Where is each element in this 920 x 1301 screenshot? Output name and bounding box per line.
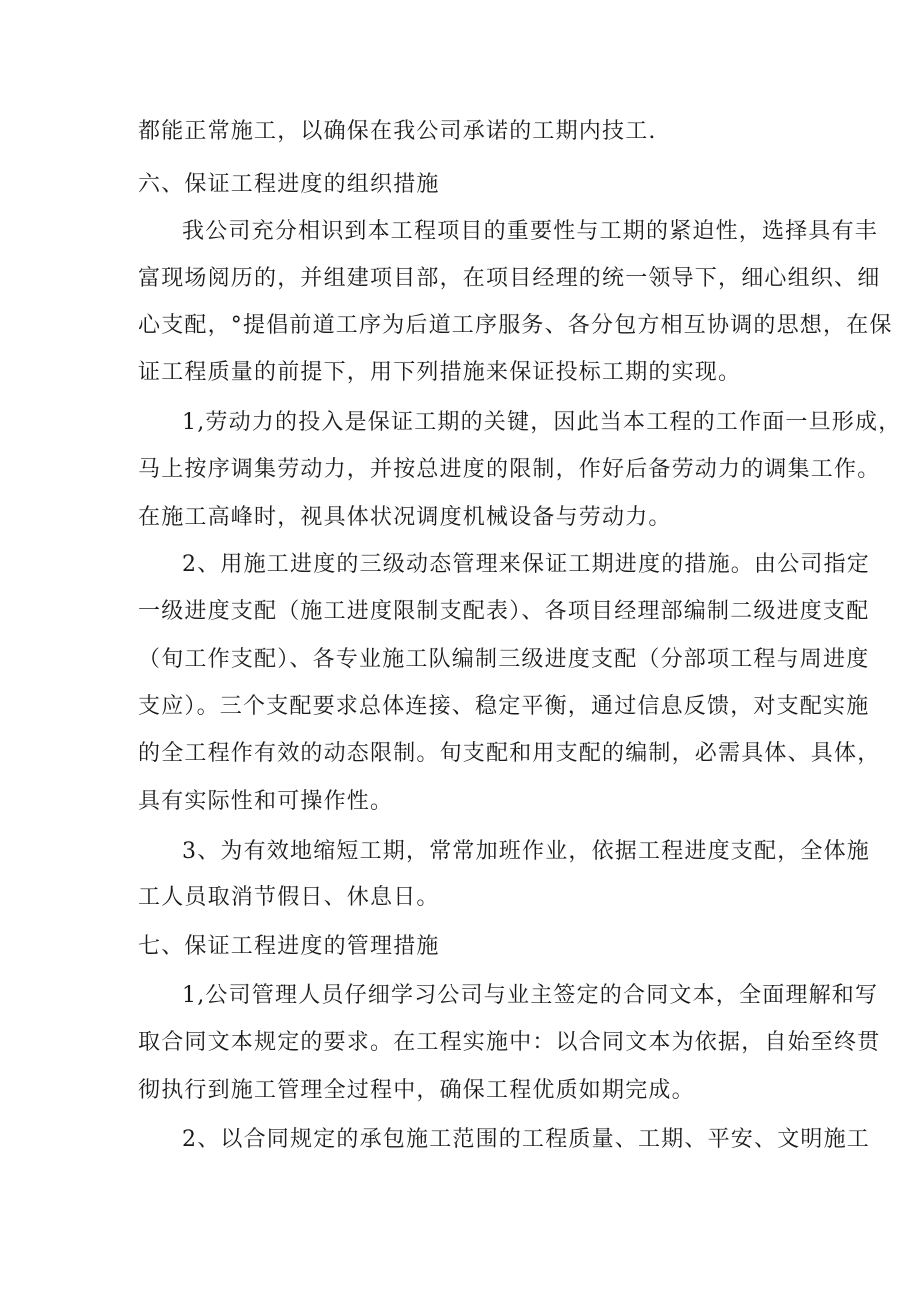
text-line: 在施工高峰时，视具体状况调度机械设备与劳动力。 — [138, 505, 672, 530]
text-line: 马上按序调集劳动力，并按总进度的限制，作好后备劳动力的调集工作。 — [138, 457, 881, 482]
paragraph-first-line: 1,公司管理人员仔细学习公司与业主签定的合同文本，全面理解和写 — [182, 983, 879, 1008]
paragraph-first-line: 2、用施工进度的三级动态管理来保证工期进度的措施。由公司指定 — [182, 552, 870, 577]
text-line: 都能正常施工，以确保在我公司承诺的工期内技工. — [138, 119, 657, 144]
text-line: （旬工作支配）、各专业施工队编制三级进度支配（分部项工程与周进度 — [138, 647, 870, 672]
text-line: 具有实际性和可操作性。 — [138, 789, 394, 814]
text-line: 一级进度支配（施工进度限制支配表）、各项目经理部编制二级进度支配 — [138, 599, 870, 624]
paragraph-first-line: 1,劳动力的投入是保证工期的关键，因此当本工程的工作面一旦形成， — [182, 410, 902, 435]
text-line: 工人员取消节假日、休息日。 — [138, 885, 440, 910]
text-line: 心支配，°提倡前道工序为后道工序服务、各分包方相互协调的思想，在保 — [138, 313, 893, 338]
text-line: 支应）。三个支配要求总体连接、稳定平衡，通过信息反馈，对支配实施 — [138, 694, 870, 719]
text-line: 的全工程作有效的动态限制。旬支配和用支配的编制，必需具体、具体， — [138, 741, 881, 766]
text-line: 富现场阅历的，并组建项目部，在项目经理的统一领导下，细心组织、细 — [138, 266, 881, 291]
section-heading: 七、保证工程进度的管理措施 — [138, 934, 440, 959]
paragraph-first-line: 我公司充分相识到本工程项目的重要性与工期的紧迫性，选择具有丰 — [182, 219, 879, 244]
text-line: 彻执行到施工管理全过程中，确保工程优质如期完成。 — [138, 1078, 695, 1103]
paragraph-first-line: 2、以合同规定的承包施工范围的工程质量、工期、平安、文明施工 — [182, 1127, 870, 1152]
paragraph-first-line: 3、为有效地缩短工期，常常加班作业，依据工程进度支配，全体施 — [182, 839, 870, 864]
section-heading: 六、保证工程进度的组织措施 — [138, 172, 440, 197]
text-line: 取合同文本规定的要求。在工程实施中：以合同文本为依据，自始至终贯 — [138, 1030, 881, 1055]
text-line: 证工程质量的前提下，用下列措施来保证投标工期的实现。 — [138, 360, 742, 385]
